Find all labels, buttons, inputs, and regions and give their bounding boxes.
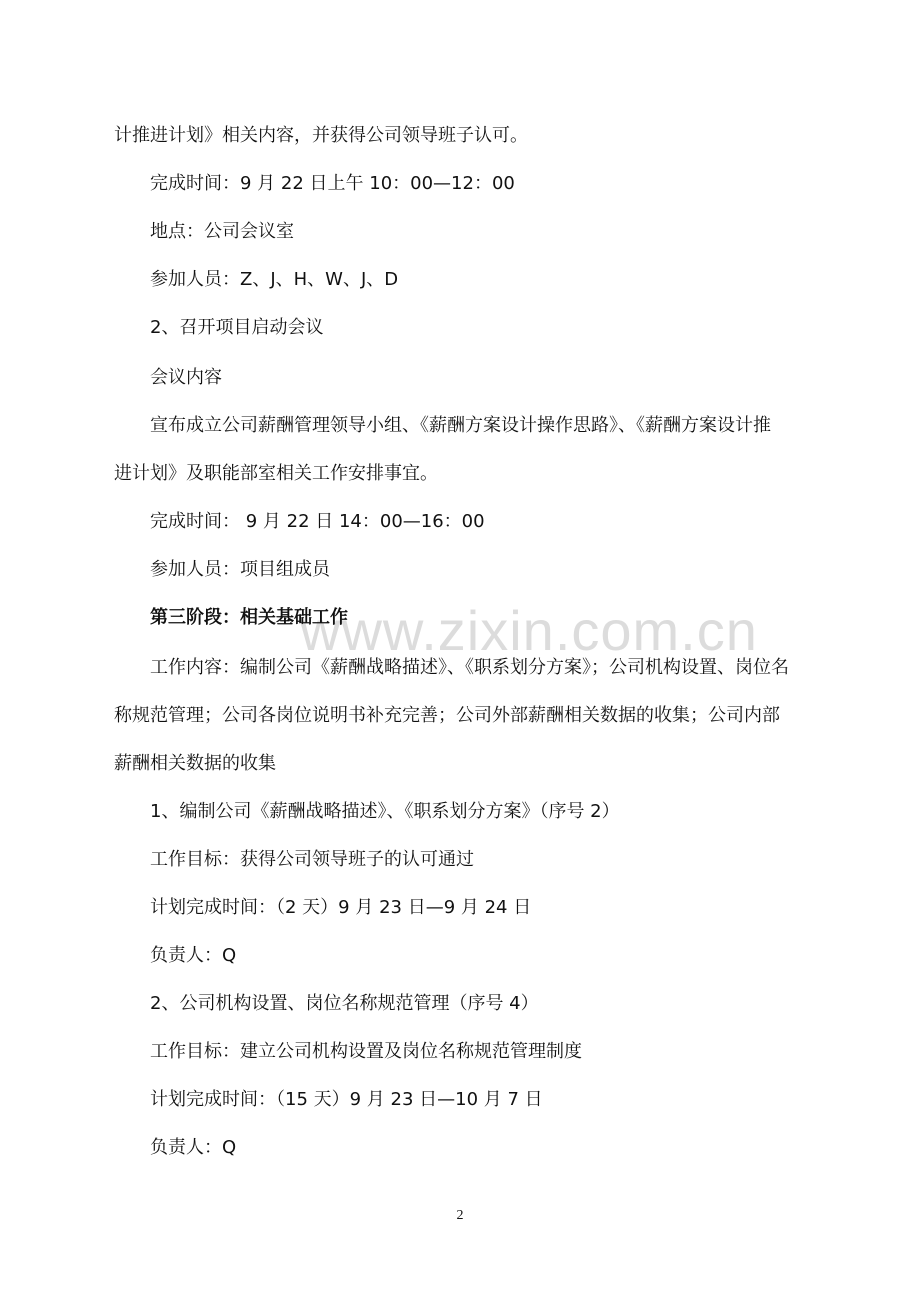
- paragraph-line: 工作目标：建立公司机构设置及岗位名称规范管理制度: [150, 1041, 582, 1062]
- stage-heading: 第三阶段：相关基础工作: [150, 607, 348, 628]
- paragraph-line: 完成时间： 9 月 22 日 14：00—16：00: [150, 511, 485, 532]
- paragraph-line: 参加人员：Z、J、H、W、J、D: [150, 269, 399, 290]
- paragraph-line: 完成时间：9 月 22 日上午 10：00—12：00: [150, 173, 515, 194]
- paragraph-line: 称规范管理；公司各岗位说明书补充完善；公司外部薪酬相关数据的收集；公司内部: [114, 705, 780, 726]
- paragraph-line: 计推进计划》相关内容，并获得公司领导班子认可。: [114, 125, 528, 146]
- paragraph-line: 工作内容：编制公司《薪酬战略描述》、《职系划分方案》；公司机构设置、岗位名: [150, 657, 789, 678]
- paragraph-line: 薪酬相关数据的收集: [114, 753, 276, 774]
- section-heading: 2、公司机构设置、岗位名称规范管理（序号 4）: [150, 993, 539, 1014]
- watermark: www.zixin.com.cn: [300, 599, 758, 662]
- paragraph-line: 工作目标：获得公司领导班子的认可通过: [150, 849, 474, 870]
- paragraph-line: 负责人：Q: [150, 945, 237, 966]
- section-heading: 1、编制公司《薪酬战略描述》、《职系划分方案》（序号 2）: [150, 801, 620, 822]
- section-heading: 2、召开项目启动会议: [150, 317, 324, 338]
- paragraph-line: 宣布成立公司薪酬管理领导小组、《薪酬方案设计操作思路》、《薪酬方案设计推: [150, 415, 771, 436]
- paragraph-line: 地点：公司会议室: [150, 221, 294, 242]
- paragraph-line: 计划完成时间：（2 天）9 月 23 日—9 月 24 日: [150, 897, 532, 918]
- page-number: 2: [456, 1208, 464, 1223]
- paragraph-line: 进计划》及职能部室相关工作安排事宜。: [114, 463, 438, 484]
- paragraph-line: 负责人：Q: [150, 1137, 237, 1158]
- paragraph-line: 会议内容: [150, 367, 222, 388]
- paragraph-line: 计划完成时间：（15 天）9 月 23 日—10 月 7 日: [150, 1089, 543, 1110]
- paragraph-line: 参加人员：项目组成员: [150, 559, 330, 580]
